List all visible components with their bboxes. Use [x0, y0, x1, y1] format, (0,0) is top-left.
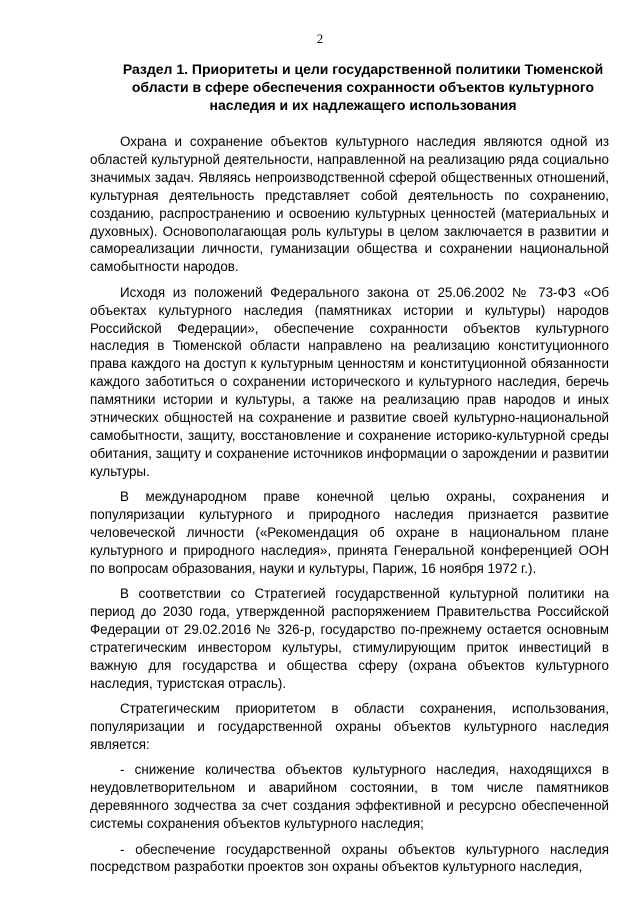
paragraph: В международном праве конечной целью охраны, сохранения и популяризации культурного и природного наследия признается развитие человеческой личности («Рекомендация об охране в национальном плане культурного и природного наследия», принята Генеральной конференцией ООН по вопросам образования, науки и культуры, Париж, 16 ноября 1972 г.).: [90, 489, 609, 576]
paragraph: Стратегическим приоритетом в области сохранения, использования, популяризации и государственной охраны объектов культурного наследия является:: [90, 701, 609, 752]
paragraph: В соответствии со Стратегией государственной культурной политики на период до 2030 года, утвержденной распоряжением Правительства Российской Федерации от 29.02.2016 № 326-р, государство по-прежнему остается основным стратегическим инвестором культуры, стимулирующим приток инвестиций в важную для государства и общества сферу (охрана объектов культурного наследия, туристская отрасль).: [90, 586, 609, 691]
list-item: - снижение количества объектов культурного наследия, находящихся в неудовлетворительном и аварийном состоянии, в том числе памятников деревянного зодчества за счет создания эффективной и ресурсно обеспеченной системы сохранения объектов культурного наследия;: [90, 762, 609, 832]
paragraph: Охрана и сохранение объектов культурного наследия являются одной из областей культурной деятельности, направленной на реализацию ряда социально значимых задач. Являясь непроизводственной сферой общественных отношений, культурная деятельность представляет собой деятельность по сохранению, созданию, распространению и освоению культурных ценностей (материальных и духовных). Основополагающая роль культуры в целом заключается в развитии и самореализации личности, гуманизации общества и сохранении национальной самобытности народов.: [90, 134, 609, 275]
section-heading: Раздел 1. Приоритеты и цели государственной политики Тюменской области в сфере обеспечения сохранности объектов культурного наследия и их надлежащего использования: [122, 61, 604, 113]
list-item: - обеспечение государственной охраны объектов культурного наследия посредством разработки проектов зон охраны объектов культурного наследия,: [90, 841, 609, 875]
paragraph: Исходя из положений Федерального закона от 25.06.2002 № 73-ФЗ «Об объектах культурного наследия (памятниках истории и культуры) народов Российской Федерации», обеспечение сохранности объектов культурного наследия в Тюменской области направлено на реализацию конституционного права каждого на доступ к культурным ценностям и конституционной обязанности каждого заботиться о сохранении исторического и культурного наследия, беречь памятники истории и культуры, а также на реализацию прав народов и иных этнических общностей на сохранение и развитие своей культурно-национальной самобытности, защиту, восстановление и сохранение историко-культурной среды обитания, защиту и сохранение источников информации о зарождении и развитии культуры.: [90, 284, 609, 479]
body-text: [90, 133, 609, 884]
page-number: 2: [316, 31, 324, 46]
